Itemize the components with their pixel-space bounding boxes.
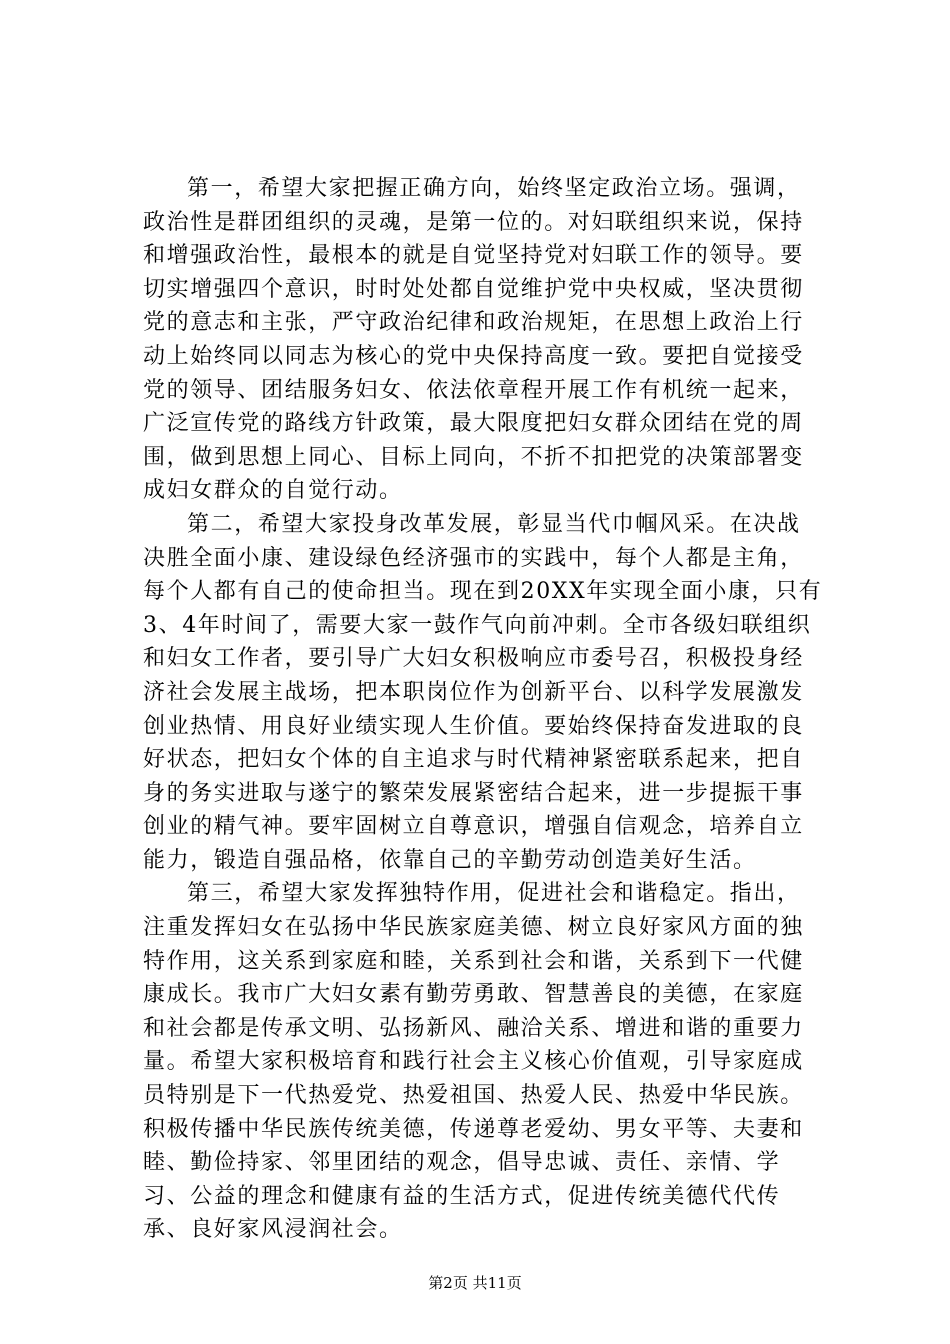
paragraph-2: 第二，希望大家投身改革发展，彰显当代巾帼风采。在决战决胜全面小康、建设绿色经济强市的实践中，每个人都是主角，每个人都有自己的使命担当。现在到20XX年实现全面小康，只有3、4年时间了，需要大家一鼓作气向前冲刺。全市各级妇联组织和妇女工作者，要引导广大妇女积极响应市委号召，积极投身经济社会发展主战场，把本职岗位作为创新平台、以科学发展激发创业热情、用良好业绩实现人生价值。要始终保持奋发进取的良好状态，把妇女个体的自主追求与时代精神紧密联系起来，把自身的务实进取与遂宁的繁荣发展紧密结合起来，进一步提振干事创业的精气神。要牢固树立自尊意识，增强自信观念，培养自立能力，锻造自强品格，依靠自己的辛勤劳动创造美好生活。: [143, 511, 823, 873]
paragraph-1: 第一，希望大家把握正确方向，始终坚定政治立场。强调，政治性是群团组织的灵魂，是第一位的。对妇联组织来说，保持和增强政治性，最根本的就是自觉坚持党对妇联工作的领导。要切实增强四个意识，时时处处都自觉维护党中央权威，坚决贯彻党的意志和主张，严守政治纪律和政治规矩，在思想上政治上行动上始终同以同志为核心的党中央保持高度一致。要把自觉接受党的领导、团结服务妇女、依法依章程开展工作有机统一起来，广泛宣传党的路线方针政策，最大限度把妇女群众团结在党的周围，做到思想上同心、目标上同向，不折不扣把党的决策部署变成妇女群众的自觉行动。: [143, 176, 804, 504]
document-body: [143, 172, 823, 1247]
page-footer: 第2页 共11页: [428, 1274, 522, 1292]
paragraph-3: 第三，希望大家发挥独特作用，促进社会和谐稳定。指出，注重发挥妇女在弘扬中华民族家庭美德、树立良好家风方面的独特作用，这关系到家庭和睦，关系到社会和谐，关系到下一代健康成长。我市广大妇女素有勤劳勇敢、智慧善良的美德，在家庭和社会都是传承文明、弘扬新风、融洽关系、增进和谐的重要力量。希望大家积极培育和践行社会主义核心价值观，引导家庭成员特别是下一代热爱党、热爱祖国、热爱人民、热爱中华民族。积极传播中华民族传统美德，传递尊老爱幼、男女平等、夫妻和睦、勤俭持家、邻里团结的观念，倡导忠诚、责任、亲情、学习、公益的理念和健康有益的生活方式，促进传统美德代代传承、良好家风浸润社会。: [143, 881, 804, 1243]
